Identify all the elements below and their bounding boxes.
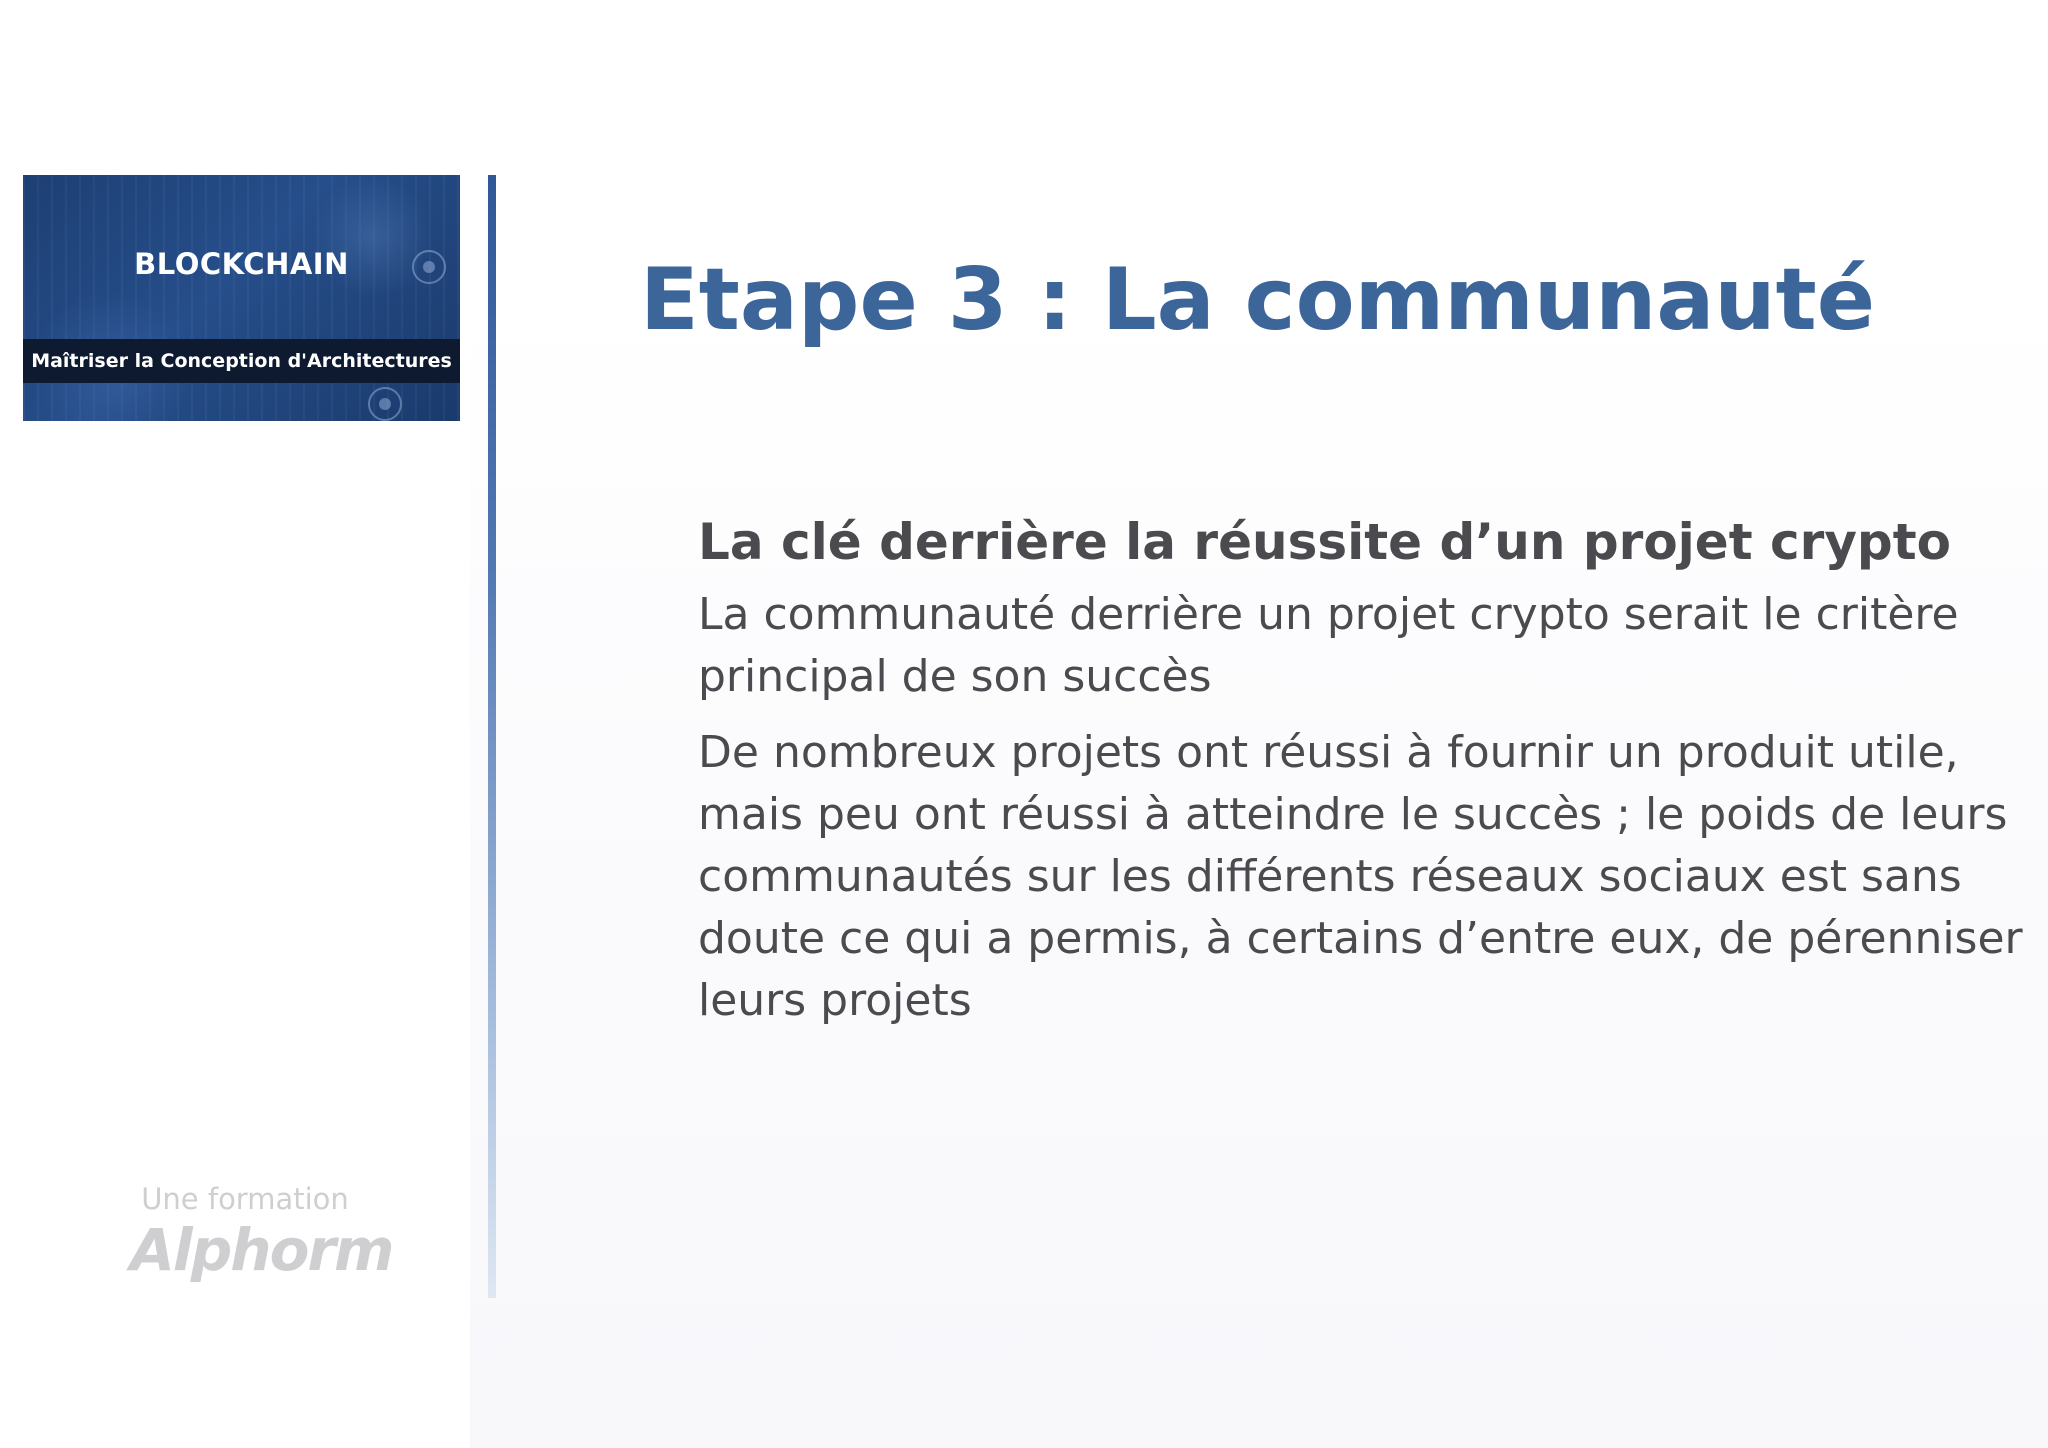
banner-title: BLOCKCHAIN [134,247,349,281]
banner-subtitle: Maîtriser la Conception d'Architectures [31,350,452,372]
vertical-divider [488,175,496,1298]
alphorm-logo: Alphorm [130,1216,393,1284]
slide-subtitle: La clé derrière la réussite d’un projet crypto [698,513,1951,571]
paragraph: La communauté derrière un projet crypto serait le critère principal de son succès [698,589,1959,702]
slide-title: Etape 3 : La communauté [640,250,1876,350]
network-node-icon [368,387,402,421]
footer-tagline: Une formation [141,1182,349,1216]
course-banner [23,175,460,421]
footer-brand [130,1180,393,1284]
paragraph: De nombreux projets ont réussi à fournir un produit utile, mais peu ont réussi à atteindre le succès ; le poids de leurs communautés sur les différents réseaux sociaux est sans doute ce qui a permis, à certains d’entre eux, de pérenniser leurs projets [698,727,2023,1026]
banner-strip [23,339,460,383]
slide-body [698,506,2028,1032]
